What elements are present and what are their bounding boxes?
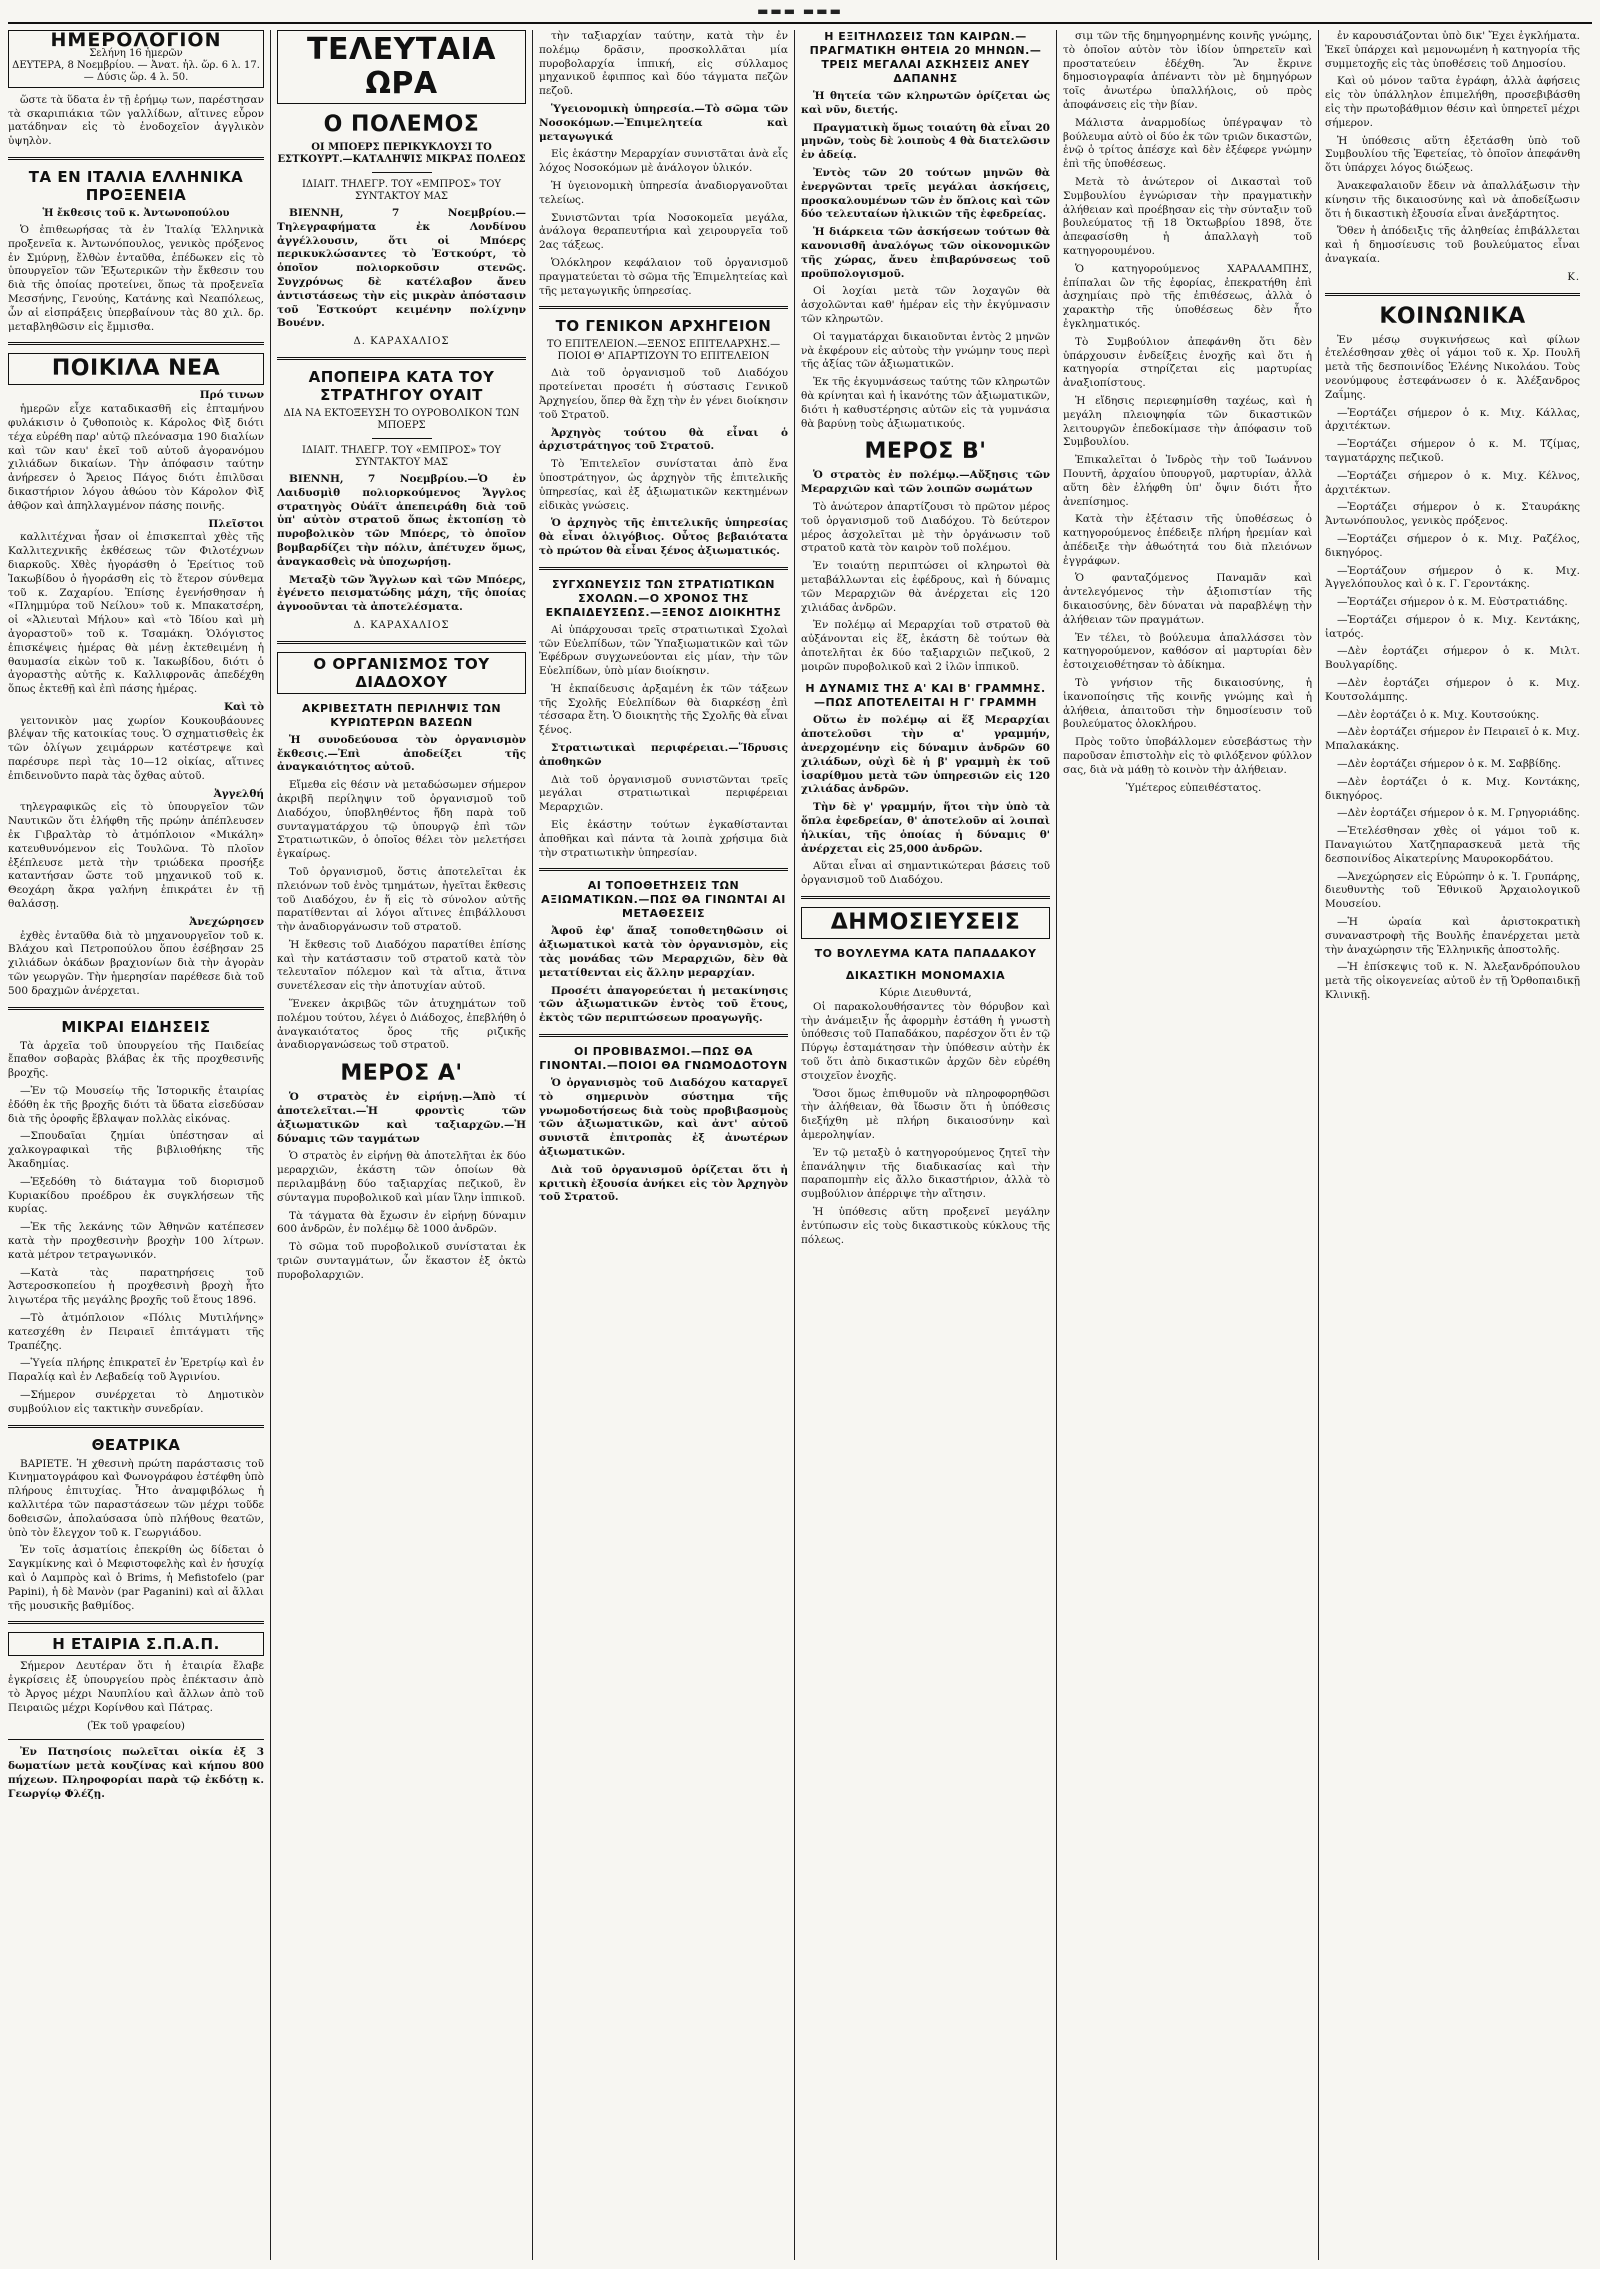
section-title-theatre: ΘΕΑΤΡΙΚΑ [91, 1435, 181, 1454]
article-text: Ἐκ τῆς ἐκγυμνάσεως ταύτης τῶν κληρωτῶν θὰ κρίνηται καὶ ἡ ἱκανότης τῶν ἀξιωματικῶν, διότι ἡ καθυστέρησις αὐτῶν εἰς τὰ γυμνάσια θὰ βαρύνῃ τοὺς ἀξιωματικούς. [801, 376, 1050, 430]
article-text: Ἡ θητεία τῶν κληρωτῶν ὁρίζεται ὡς καὶ νῦν, διετής. [801, 90, 1050, 116]
social-item: —Ἑορτάζει σήμερον ὁ κ. Μ. Εὐστρατιάδης. [1337, 596, 1568, 609]
article-text: Καὶ οὐ μόνον ταῦτα ἐγράφη, ἀλλὰ ἀφήσεις εἰς τὸν ὑπάλληλον ἐπιμελήθη, προσεβιβάσθη εἰς τὴν πρωτοβάθμιον θέσιν καὶ ὑπηρετεῖ μέχρι σήμερον. [1325, 75, 1580, 129]
calendar-line-1: Σελήνη 16 ἡμερῶν [89, 47, 183, 59]
main-headline: ΤΕΛΕΥΤΑΙΑ ΩΡΑ [277, 30, 526, 104]
article-subhead: Ὑγειονομικὴ ὑπηρεσία.—Τὸ σῶμα τῶν Νοσοκόμων.—Ἐπιμελητεία καὶ μεταγωγικά [539, 102, 788, 143]
article-text: Διὰ τοῦ ὀργανισμοῦ ὁρίζεται ὅτι ἡ κριτικὴ ἐξουσία ἀνήκει εἰς τὸν Ἀρχηγὸν τοῦ Στρατοῦ. [539, 1163, 788, 1204]
article-text: Ὁ στρατὸς ἐν εἰρήνῃ θὰ ἀποτελῆται ἐκ δύο μεραρχιῶν, ἑκάστη τῶν ὁποίων θὰ περιλαμβάνῃ δύο ταξιαρχίας πεζικοῦ, ἓν σύνταγμα πυροβολικοῦ καὶ μίαν ἴλην ἱππικοῦ. [277, 1150, 526, 1204]
social-item: —Δὲν ἑορτάζει σήμερον ὁ κ. Μιχ. Κουτσολάμπης. [1325, 677, 1580, 703]
article-text: Τὰ ἀρχεῖα τοῦ ὑπουργείου τῆς Παιδείας ἔπαθον σοβαρὰς βλάβας ἐκ τῆς προχθεσινῆς βροχῆς. [8, 1039, 264, 1080]
divider [372, 172, 432, 173]
headquarters-subheadline: ΤΟ ΕΠΙΤΕΛΕΙΟΝ.—ΞΕΝΟΣ ΕΠΙΤΕΛΑΡΧΗΣ.—ΠΟΙΟΙ Θ' ΑΠΑΡΤΙΖΟΥΝ ΤΟ ΕΠΙΤΕΛΕΙΟΝ [546, 339, 781, 363]
postings-headline: ΑΙ ΤΟΠΟΘΕΤΗΣΕΙΣ ΤΩΝ ΑΞΙΩΜΑΤΙΚΩΝ.—ΠΩΣ ΘΑ ΓΙΝΩΝΤΑΙ ΑΙ ΜΕΤΑΘΕΣΕΙΣ [541, 879, 786, 921]
social-headline: ΚΟΙΝΩΝΙΚΑ [1379, 303, 1526, 329]
article-text: —Σπουδαῖαι ζημίαι ὑπέστησαν αἱ χαλκογραφικαὶ τῆς βιβλιοθήκης τῆς Ἀκαδημίας. [8, 1130, 264, 1170]
publications-headline: ΔΗΜΟΣΙΕΥΣΕΙΣ [801, 907, 1050, 939]
article-text: Τὴν δὲ γ' γραμμήν, ἥτοι τὴν ὑπὸ τὰ ὅπλα ἐφεδρείαν, θ' ἀποτελοῦν αἱ λοιπαὶ ἡλικίαι, τῆς ὁποίας ἡ δύναμις θ' ἀνέρχεται εἰς 25,000 ἀνδρῶν. [801, 801, 1050, 855]
article-text: τηλεγραφικῶς εἰς τὸ ὑπουργεῖον τῶν Ναυτικῶν ὅτι ἐλήφθη τῆς πρώην ἀπέπλευσεν ἐκ Γιβραλτὰρ τὸ ἀτμόπλοιον «Μικάλη» κατευθυνόμενον εἰς Τουλῶνα. Τὸ πλοῖον ἐξέπλευσε μετὰ τὴν τριώδεκα προσήξε καταντήσαν ὥστε τοῦ μηχανικοῦ τοῦ κ. Θεοχάρη ἄκρα γαλήνη ἐπικράτει ἐν τῇ θαλάσσῃ. [8, 801, 264, 911]
war-headline: Ο ΠΟΛΕΜΟΣ [323, 112, 480, 137]
part-a-title: ΜΕΡΟΣ Α' [340, 1061, 463, 1087]
article-text: Ἐν τοιαύτῃ περιπτώσει οἱ κληρωτοὶ θὰ μεταβάλλωνται εἰς ἐφέδρους, καὶ ἡ δύναμις τῶν Μεραρχιῶν θὰ ἀνέρχεται εἰς 120 χιλιάδας ἀνδρῶν. [801, 560, 1050, 614]
article-text: —Ἐν τῷ Μουσείῳ τῆς Ἱστορικῆς ἐταιρίας ἐδόθη ἐκ τῆς βροχῆς διότι τὰ ὕδατα εἰσεδύσαν διὰ τῆς ὀροφῆς ἔβλαψαν πολλὰς εἰκόνας. [8, 1085, 264, 1125]
article-text: Ὁ ἀρχηγὸς τῆς ἐπιτελικῆς ὑπηρεσίας θὰ εἶναι ὁλιγόβιος. Οὗτος βεβαιότατα τὸ πρώτον θὰ εἶναι ξένος ἀξιωματικός. [539, 517, 788, 557]
article-text: —Ὑγεία πλήρης ἐπικρατεῖ ἐν Ἐρετρίῳ καὶ ἐν Παραλίᾳ καὶ ἐν Λεβαδείᾳ τοῦ Ἀγρινίου. [8, 1357, 264, 1384]
article-text: Πραγματικὴ ὅμως τοιαύτη θὰ εἶναι 20 μηνῶν, τοὺς δὲ λοιποὺς 4 θὰ διατελῶσιν ἐν ἀδείᾳ. [801, 121, 1050, 162]
article-text: Τὸ Συμβούλιον ἀπεφάνθη ὅτι δὲν ὑπάρχουσιν ἐνδείξεις ἐνοχῆς καὶ ὅτι ἡ κατηγορία στηρίζεται εἰς μαρτυρίας ἀναξιοπίστους. [1063, 335, 1312, 390]
social-item: —Ἑορτάζουν σήμερον ὁ κ. Μιχ. Ἀγγελόπουλος καὶ ὁ κ. Γ. Γεροντάκης. [1325, 564, 1580, 591]
social-item: —Ἐτελέσθησαν χθὲς οἱ γάμοι τοῦ κ. Παναγιώτου Χατζηπαρασκευᾶ μετὰ τῆς δεσποινίδος Αἰκατερίνης Μαυροκορδάτου. [1325, 825, 1580, 865]
divider [8, 1425, 264, 1428]
social-item: —Δὲν ἑορτάζει ὁ κ. Μιχ. Κουτσούκης. [1337, 708, 1540, 721]
divider [539, 1034, 788, 1037]
news-lead-2: Πλεῖστοι [208, 517, 264, 530]
publications-subheadline-2: ΔΙΚΑΣΤΙΚΗ ΜΟΝΟΜΑΧΙΑ [845, 969, 1006, 983]
promotions-headline: ΟΙ ΠΡΟΒΙΒΑΣΜΟΙ.—ΠΩΣ ΘΑ ΓΙΝΟΝΤΑΙ.—ΠΟΙΟΙ ΘΑ ΓΝΩΜΟΔΟΤΟΥΝ [539, 1045, 788, 1073]
article-text: Μετὰ τὸ ἀνώτερον οἱ Δικασταὶ τοῦ Συμβουλίου ἐγνώρισαν τὴν πραγματικὴν ἀλήθειαν καὶ προέβησαν εἰς τὴν σύνταξιν τοῦ βουλεύματος τῇ 18 Ὀκτωβρίου 1898, ὅτε ἀπεφασίσθη ἡ ἀπαλλαγὴ τοῦ κατηγορουμένου. [1063, 175, 1312, 257]
article-text: Οἱ λοχίαι μετὰ τῶν λοχαγῶν θὰ ἀσχολῶνται καθ' ἡμέραν εἰς τὴν ἐκγύμνασιν τῶν κληρωτῶν. [801, 285, 1050, 325]
article-text: Εἴμεθα εἰς θέσιν νὰ μεταδώσωμεν σήμερον ἀκριβῆ περίληψιν τοῦ ὀργανισμοῦ τοῦ Διαδόχου, ὑποβληθέντος ἤδη παρὰ τοῦ συνταγματάρχου τῷ ὑπουργῷ ἐπὶ τῶν Στρατιωτικῶν, ὁ ὁποῖος θέλει τὸν μελετήσει ἐγκαίρως. [277, 779, 526, 861]
organization-subheadline: ΑΚΡΙΒΕΣΤΑΤΗ ΠΕΡΙΛΗΨΙΣ ΤΩΝ ΚΥΡΙΩΤΕΡΩΝ ΒΑΣΕΩΝ [301, 701, 502, 729]
social-item: —Ἀνεχώρησεν εἰς Εὐρώπην ὁ κ. Ἰ. Γρυπάρης, διευθυντὴς τοῦ Ἐθνικοῦ Ἀρχαιολογικοῦ Μουσείου. [1325, 870, 1580, 911]
divider [539, 306, 788, 309]
letter-greeting: Κύριε Διευθυντά, [879, 987, 972, 1000]
article-text: Οἱ παρακολουθήσαντες τὸν θόρυβον καὶ τὴν ἀνάμειξιν ἧς ἀφορμὴν ἐστάθη ἡ γνωστὴ ὑπόθεσις τοῦ Παπαδάκου, παρέσχον ὅτι ἐν τῷ Πύργῳ ἐσταμάτησαν τὴν ὑπόθεσιν αὐτὴν ἐκ τοῦ ὅτι ἀπὸ δικαστικῶν ἀρχῶν δὲν εὑρέθη στοιχεῖον ἐνοχῆς. [801, 1000, 1050, 1082]
article-text: Κατὰ τὴν ἐξέτασιν τῆς ὑποθέσεως ὁ κατηγορούμενος ἐπέδειξε πλήρη ἠρεμίαν καὶ ἀπέδειξε τὴν ἀθωότητά του διὰ πλειόνων ἐγγράφων. [1063, 513, 1312, 567]
signature: Δ. ΚΑΡΑΧΑΛΙΟΣ [353, 336, 450, 348]
article-text: Ἡ ὑπόθεσις αὕτη ἐξετάσθη ὑπὸ τοῦ Συμβουλίου τῆς Ἐφετείας, τὸ ὁποῖον ἀπεφάνθη ὅτι ὑπάρχει λόγος διώξεως. [1325, 134, 1580, 175]
section-title-company: Η ΕΤΑΙΡΙΑ Σ.Π.Α.Π. [8, 1632, 264, 1656]
article-text: Σήμερον Δευτέραν ὅτι ἡ ἑταιρία ἔλαβε ἐγκρίσεις ἐξ ὑπουργείου πρὸς ἐπέκτασιν ἀπὸ τὸ Ἀργος μέχρι Ναυπλίου καὶ ἄλλων ἀπὸ τοῦ Πειραιῶς μέχρι Κορίνθου καὶ Πάτρας. [8, 1660, 264, 1714]
column-3 [532, 30, 794, 2260]
article-text: Τὸ γνήσιον τῆς δικαιοσύνης, ἡ ἱκανοποίησις τῆς κοινῆς γνώμης καὶ ἡ ἀλήθεια, ἀπαιτοῦσι τὴν δημοσίευσιν τοῦ βουλεύματος ὁλοκλήρου. [1063, 677, 1312, 731]
organization-headline: Ο ΟΡΓΑΝΙΣΜΟΣ ΤΟΥ ΔΙΑΔΟΧΟΥ [277, 652, 526, 694]
news-lead-5: Ἀνεχώρησεν [189, 915, 264, 928]
article-text: Ὁ κατηγορούμενος ΧΑΡΑΛΑΜΠΗΣ, ἐπίπαλαι ὢν τῆς ἐφορίας, ἐπεκρατήθη ἐπὶ ἀσχημίαις πρὸ τῆς ἐπιθέσεως, ἀλλὰ ὁ χαρακτὴρ τῆς ὑποθέσεως δὲν ἦτο ἐγκληματικός. [1063, 262, 1312, 330]
article-text: ἐχθὲς ἐνταῦθα διὰ τὸ μηχανουργεῖον τοῦ κ. Βλάχου καὶ Πετροπούλου ὅπου ἐσέβησαν 25 χιλιάδων ὀκάδων βραχιονίων διὰ τὴν ἀγορὰν τῶν γεωργῶν. Τὴν ἡμερησίαν παρέθεσε διὰ τοῦ 500 δραχμῶν ἀνέρχεται. [8, 929, 264, 997]
article-text: Πρὸς τοῦτο ὑποβάλλομεν εὐσεβάστως τὴν παροῦσαν ἐπιστολὴν εἰς τὸ φιλόξενον φύλλον σας, διὰ νὰ μάθῃ τὸ κοινὸν τὴν ἀλήθειαν. [1063, 736, 1312, 776]
article-text: Συνιστῶνται τρία Νοσοκομεῖα μεγάλα, ἀνάλογα θεραπευτήρια καὶ χειρουργεῖα τοῦ 2ας τάξεως. [539, 211, 788, 252]
article-text: Ὅσοι ὅμως ἐπιθυμοῦν νὰ πληροφορηθῶσι τὴν ἀλήθειαν, θὰ ἴδωσιν ὅτι ἡ ὑπόθεσις διεξήχθη μὲ πλήρη δικαιοσύνην καὶ ἀμεροληψίαν. [801, 1087, 1050, 1142]
social-item: —Ἡ ὡραία καὶ ἀριστοκρατικὴ συναναστροφὴ τῆς Βουλῆς ἐπανέρχεται μετὰ τὴν ἀναχώρησιν τῆς Ἑλληνικῆς ἀποστολῆς. [1325, 916, 1580, 956]
part-b-lead: Ὁ στρατὸς ἐν πολέμῳ.—Αὔξησις τῶν Μεραρχιῶν καὶ τῶν λοιπῶν σωμάτων [801, 469, 1050, 496]
article-text: —Τὸ ἀτμόπλοιον «Πόλις Μυτιλήνης» κατεσχέθη ἐν Πειραιεῖ ἐπιτάγματι τῆς Τραπέζης. [8, 1311, 264, 1352]
article-text: ΒΑΡΙΕΤΕ. Ἡ χθεσινὴ πρώτη παράστασις τοῦ Κινηματογράφου καὶ Φωνογράφου ἐστέφθη ὑπὸ πλήρους ἐπιτυχίας. Ἦτο ἀναμφιβόλως ἡ καλλιτέρα τῶν παραστάσεων τῶν μέχρι τοῦδε δοθεισῶν, ἀπολαύσασα ὑπὸ πλήθους θεατῶν, ὑπὸ τὸν ἔλεγχον τοῦ κ. Γεωργιάδου. [8, 1457, 264, 1539]
article-text: Ἀφοῦ ἐφ' ἅπαξ τοποθετηθῶσιν οἱ ἀξιωματικοὶ κατὰ τὸν ὀργανισμὸν, εἰς τὰς μονάδας τῶν Μεραρχιῶν, δὲν θὰ μετατίθενται εἰς ἄλλην μεραρχίαν. [539, 925, 788, 979]
article-text: Ἡ ἔκθεσις τοῦ Διαδόχου παρατίθει ἐπίσης καὶ τὴν κατάστασιν τοῦ στρατοῦ κατὰ τὸν τελευταῖον πόλεμον καὶ τὰ αἴτια, ἅτινα συνετέλεσαν εἰς τὴν ἀποτυχίαν αὐτοῦ. [277, 938, 526, 993]
social-item: —Ἑορτάζει σήμερον ὁ κ. Μιχ. Κεντάκης, ἰατρός. [1325, 613, 1580, 640]
signature: Δ. ΚΑΡΑΧΑΛΙΟΣ [353, 619, 450, 631]
article-text: —Σήμερον συνέρχεται τὸ Δημοτικὸν συμβούλιον εἰς τακτικὴν συνεδρίαν. [8, 1388, 264, 1415]
article-text: Οὕτω ἐν πολέμῳ αἱ ἕξ Μεραρχίαι ἀποτελοῦσι τὴν α' γραμμήν, ἀνερχομένην εἰς δύναμιν ἀνδρῶν 60 χιλιάδων, οὐχὶ δὲ ἡ β' γραμμὴ ἐκ τοῦ ἰσαρίθμου μετὰ τῶν ὑπηρεσιῶν εἰς 120 χιλιάδας ἀνδρῶν. [801, 714, 1050, 796]
column-4 [794, 30, 1056, 2260]
service-headline: Η ΕΞΙΤΗΛΩΣΕΙΣ ΤΩΝ ΚΑΙΡΩΝ.—ΠΡΑΓΜΑΤΙΚΗ ΘΗΤΕΙΑ 20 ΜΗΝΩΝ.—ΤΡΕΙΣ ΜΕΓΑΛΑΙ ΑΣΚΗΣΕΙΣ ΑΝΕΥ ΔΑΠΑΝΗΣ [809, 30, 1042, 85]
article-text: Ἐν τοῖς ἀσματίοις ἐπεκρίθη ὡς δίδεται ὁ Σαγκμίκνης καὶ ὁ Μεφιστοφελὴς καὶ ἐν ἡσυχίᾳ καὶ ὁ Λαμπρὸς καὶ ὁ Brims, ἡ Mefistofelo (par Papini), ἡ δὲ Μανὸν (par Paganini) καὶ αἱ ἄλλαι τῆς μουσικῆς βαθμίδος. [8, 1544, 264, 1612]
article-text: ΒΙΕΝΝΗ, 7 Νοεμβρίου.—Ὁ ἐν Λαιδυσμὶθ πολιορκούμενος Ἄγγλος στρατηγὸς Οὐάϊτ ἀπεπειράθη διὰ τοῦ ὑπ' αὐτὸν στρατοῦ ὅπως ἐκτοπίσῃ τὸ πυροβολικὸν τῶν Μπόερς, τὸ ὁποῖον βομβαρδίζει τὴν πόλιν, ἀπέτυχεν ὅμως, ἀναγκασθεὶς νὰ ὑποχωρήσῃ. [277, 472, 526, 568]
schools-headline: ΣΥΓΧΩΝΕΥΣΙΣ ΤΩΝ ΣΤΡΑΤΙΩΤΙΚΩΝ ΣΧΟΛΩΝ.—Ο ΧΡΟΝΟΣ ΤΗΣ ΕΚΠΑΙΔΕΥΣΕΩΣ.—ΞΕΝΟΣ ΔΙΟΙΚΗΤΗΣ [545, 577, 782, 619]
social-item: —Δὲν ἑορτάζει σήμερον ἐν Πειραιεῖ ὁ κ. Μιχ. Μπαλακάκης. [1325, 726, 1580, 753]
divider [8, 1007, 264, 1010]
article-text: Ὁ ἐπιθεωρήσας τὰ ἐν Ἰταλίᾳ Ἑλληνικὰ προξενεῖα κ. Ἀντωνόπουλος, γενικὸς πρόξενος ἐν Σμύρνῃ, ἔλθὼν ἐνταῦθα, ἐπέδωκεν εἰς τὸ ὑπουργεῖον τῶν Ἐξωτερικῶν τὴν ἔκθεσιν του διὰ τῆς ὁποίας προτείνει, ὅπως τὰ προξενεῖα Μεσσήνης, Γενούης, Κατάνης καὶ Νεαπόλεως, ὧν αἱ εἰσπράξεις ὑπερβαίνουν τὰς 80 χιλ. δρ. μεταβληθῶσιν εἰς ἔμμισθα. [8, 223, 264, 333]
article-text: Τοῦ ὀργανισμοῦ, ὅστις ἀποτελεῖται ἐκ πλειόνων τοῦ ἑνὸς τμημάτων, ἡγεῖται ἔκθεσις τοῦ Διαδόχου, ἐν ἥ εἰς τὸ σύνολον αὐτῆς παρατίθενται αἱ λόγοι αἵτινες ἐπιβάλλουσι τὴν ἀναδιοργάνωσιν τοῦ στρατοῦ. [277, 865, 526, 934]
social-item: —Ἑορτάζει σήμερον ὁ κ. Σταυράκης Ἀντωνόπουλος, γενικὸς πρόξενος. [1325, 501, 1580, 528]
article-text: Οἱ ταγματάρχαι δικαιοῦνται ἐντὸς 2 μηνῶν νὰ ἐκφέρουν εἰς αὐτοὺς τὴν γνώμην τους περὶ τῆς ἀξίας τῶν ἀξιωματικῶν. [801, 330, 1050, 371]
divider [539, 868, 788, 871]
news-lead-4: Ἀγγελθή [213, 787, 264, 800]
divider [277, 641, 526, 644]
divider [8, 1739, 264, 1740]
section-title-brief-news: ΜΙΚΡΑΙ ΕΙΔΗΣΕΙΣ [61, 1017, 211, 1036]
attempt-headline: ΑΠΟΠΕΙΡΑ ΚΑΤΑ ΤΟΥ ΣΤΡΑΤΗΓΟΥ ΟΥΑΙΤ [308, 367, 495, 404]
article-text: —Κατὰ τὰς παρατηρήσεις τοῦ Ἀστεροσκοπείου ἡ προχθεσινὴ βροχὴ ἦτο λιγωτέρα τῆς μεγάλης βροχῆς τοῦ ἔτους 1896. [8, 1266, 264, 1307]
article-text: Τὸ σῶμα τοῦ πυροβολικοῦ συνίσταται ἐκ τριῶν συνταγμάτων, ὧν ἕκαστον ἐξ ὀκτὼ πυροβολαρχιῶν. [277, 1241, 526, 1281]
column-6 [1318, 30, 1580, 2260]
telegram-line: ΙΔΙΑΙΤ. ΤΗΛΕΓΡ. ΤΟΥ «ΕΜΠΡΟΣ» ΤΟΥ ΣΥΝΤΑΚΤΟΥ ΜΑΣ [301, 179, 502, 202]
article-text: Εἰς ἑκάστην Μεραρχίαν συνιστᾶται ἀνὰ εἷς λόχος Νοσοκόμων μὲ ἀνάλογον ὑλικόν. [539, 148, 788, 175]
article-text: ἡμερῶν εἶχε καταδικασθῆ εἰς ἑπταμήνου φυλάκισιν ὁ ζυθοποιὸς κ. Κάρολος Φὶξ διότι τέχα εὑρέθη παρ' αὐτῷ πλεόνασμα 190 διαλίων καὶ τῶν καυ' ἐκεῖ τοῦ αὐτοῦ ἀγορανόμου χιλιάδων δικαίων. Τὴν ἀπόφασιν ταύτην ἀνήρεσεν ὁ Ἄρειος Πάγος διότι ἐπιλῦσαι δικαστήριον λόγου ἀθώου τὸν Κάρολον Φὶξ ἀθῷον καὶ ἀπηλλαγμένον πάσης ποινῆς. [8, 403, 264, 512]
signature: Κ. [1567, 271, 1580, 283]
part-b-title: ΜΕΡΟΣ Β' [864, 439, 987, 465]
article-text: Τὸ Ἐπιτελεῖον συνίσταται ἀπὸ ἕνα ὑποστράτηγον, ὡς ἀρχηγὸν τῆς ἐπιτελικῆς ὑπηρεσίας, καὶ ἐξ ἀξιωματικῶν κεκτημένων εἰδικὰς γνώσεις. [539, 458, 788, 512]
social-item: —Ἡ ἐπίσκεψις τοῦ κ. Ν. Ἀλεξανδρόπουλου μετὰ τῆς οἰκογενείας αὐτοῦ ἐν τῇ Ὀρθοπαιδικῇ Κλινικῇ. [1325, 961, 1580, 1002]
social-item: —Ἑορτάζει σήμερον ὁ κ. Μ. Τζίμας, ταγματάρχης πεζικοῦ. [1325, 438, 1580, 464]
social-item: —Δὲν ἑορτάζει σήμερον ὁ κ. Μιλτ. Βουλγαρίδης. [1325, 645, 1580, 672]
social-item: —Ἑορτάζει σήμερον ὁ κ. Μιχ. Κάλλας, ἀρχιτέκτων. [1325, 406, 1580, 433]
divider [8, 342, 264, 345]
article-text: ΒΙΕΝΝΗ, 7 Νοεμβρίου.—Τηλεγραφήματα ἐκ Λονδίνου ἀγγέλλουσιν, ὅτι οἱ Μπόερς περικυκλώσαντες τὸ Ἐστκούρτ, τὸ ὁποῖον πολιορκοῦσιν στενῶς. Συγχρόνως δὲ κατέλαβον ἄνευ ἀντιστάσεως τὴν εἰς μικρὰν ἀπόστασιν τοῦ Ἐστκούρτ κειμένην πολίχνην Βουένν. [277, 207, 526, 330]
section-title-consulates: ΤΑ ΕΝ ΙΤΑΛΙΑ ΕΛΛΗΝΙΚΑ ΠΡΟΞΕΝΕΙΑ [28, 167, 244, 204]
news-lead-1: Πρό τινων [199, 389, 264, 402]
divider [1325, 293, 1580, 296]
article-text: Ἡ διάρκεια τῶν ἀσκήσεων τούτων θὰ κανονισθῆ ἀναλόγως τῶν οἰκονομικῶν τῆς χώρας, ἄνευ ἐπιβαρύνσεως τοῦ προϋπολογισμοῦ. [801, 226, 1050, 280]
social-item: —Δὲν ἑορτάζει σήμερον ὁ κ. Μ. Γρηγοριάδης. [1337, 807, 1580, 820]
news-lead-3: Καὶ τὸ [223, 700, 264, 713]
article-text: —Ἐκ τῆς λεκάνης τῶν Ἀθηνῶν κατέπεσεν κατὰ τὴν προχθεσινὴν βροχὴν 100 λίτρων. κατὰ μέτρον τετραγωνικόν. [8, 1221, 264, 1261]
divider [801, 896, 1050, 899]
article-text: Ὁ ὀργανισμὸς τοῦ Διαδόχου καταργεῖ τὸ σημερινὸν σύστημα τῆς γνωμοδοτήσεως διὰ τοὺς προβιβασμοὺς τῶν ἀξιωματικῶν, καὶ ἀντ' αὐτοῦ συνιστᾶ ἐπιτροπὰς ἐξ ἀνωτέρων ἀξιωματικῶν. [539, 1077, 788, 1159]
part-a-lead: Ὁ στρατὸς ἐν εἰρήνῃ.—Ἀπὸ τί ἀποτελεῖται.—Ἡ φροντὶς τῶν ἀξιωματικῶν καὶ ταξιαρχῶν.—Ἡ δύναμις τῶν ταγμάτων [277, 1091, 526, 1145]
article-text: Ἀρχηγὸς τούτου θὰ εἶναι ὁ ἀρχιστράτηγος τοῦ Στρατοῦ. [539, 426, 788, 453]
column-5 [1056, 30, 1318, 2260]
publications-subheadline-1: ΤΟ ΒΟΥΛΕΥΜΑ ΚΑΤΑ ΠΑΠΑΔΑΚΟΥ [814, 947, 1037, 961]
headquarters-headline: ΤΟ ΓΕΝΙΚΟΝ ΑΡΧΗΓΕΙΟΝ [555, 317, 772, 336]
article-text: Εἰς ἑκάστην τούτων ἐγκαθίστανται ἀποθῆκαι καὶ πάντα τὰ λοιπὰ χρήσιμα διὰ τὴν στρατιωτικὴν ὑπηρεσίαν. [539, 819, 788, 859]
article-text: Μεταξὺ τῶν Ἄγγλων καὶ τῶν Μπόερς, ἐγένετο πεισματώδης μάχη, τῆς ὁποίας ἀγνοοῦνται τὰ ἀποτελέσματα. [277, 573, 526, 614]
article-text: Ὁ φανταζόμενος Παναμᾶν καὶ ἀντελεγόμενος τὴν ἀξιοπιστίαν τῆς δικαιοσύνης, δὲν δύναται νὰ παραβλέψῃ τὴν ἀλήθειαν τῶν πραγμάτων. [1063, 572, 1312, 626]
article-text: Αὕται εἶναι αἱ σημαντικώτεραι βάσεις τοῦ ὀργανισμοῦ τοῦ Διαδόχου. [801, 860, 1050, 887]
section-subtitle-consulates: Ἡ ἔκθεσις τοῦ κ. Ἀντωνοπούλου [42, 207, 230, 219]
divider [8, 1621, 264, 1624]
article-text: Ἡ ὑγειονομικὴ ὑπηρεσία ἀναδιοργανοῦται τελείως. [539, 179, 788, 206]
article-text: Ἕνεκεν ἀκριβῶς τῶν ἀτυχημάτων τοῦ πολέμου τούτου, λέγει ὁ Διάδοχος, ἐπεβλήθη ὁ ἀναγκαιότατος ὅρος τῆς ριζικῆς ἀναδιοργανώσεως τοῦ στρατοῦ. [277, 998, 526, 1052]
calendar-box [8, 30, 264, 88]
article-text: ἐν καρουσιάζονται ὑπὸ δικ' Ἔχει ἐγκλήματα. Ἐκεῖ ὑπάρχει καὶ μεμονωμένη ἡ κατηγορία τῆς συμμετοχῆς εἰς τὰς ὑποθέσεις τοῦ Δημοσίου. [1325, 30, 1580, 70]
article-text: Ἡ εἴδησις περιεφημίσθη ταχέως, καὶ ἡ μεγάλη πλειοψηφία τῶν δικαστικῶν λειτουργῶν ἐπεδοκίμασε τὴν ἀπόφασιν τοῦ Συμβουλίου. [1063, 394, 1312, 449]
article-text: Διὰ τοῦ ὀργανισμοῦ τοῦ Διαδόχου προτείνεται προσέτι ἡ σύστασις Γενικοῦ Ἀρχηγείου, ὅπερ θὰ ἔχῃ τὴν ἐν γένει διοίκησιν τοῦ Στρατοῦ. [539, 367, 788, 421]
article-text: Ἐν τῷ μεταξὺ ὁ κατηγορούμενος ζητεῖ τὴν ἐπανάληψιν τῆς διαδικασίας καὶ τὴν παραπομπὴν εἰς ἄλλο δικαστήριον, ἀλλὰ τὸ συμβούλιον ἀπέρριψε τὴν αἴτησιν. [801, 1146, 1050, 1201]
calendar-title: ΗΜΕΡΟΛΟΓΙΟΝ [50, 30, 222, 51]
article-text: Τὰ τάγματα θὰ ἔχωσιν ἐν εἰρήνῃ δύναμιν 600 ἀνδρῶν, ἐν πολέμῳ δὲ 1000 ἀνδρῶν. [277, 1209, 526, 1236]
letter-closing: Ὑμέτερος εὐπειθέστατος. [1125, 781, 1262, 794]
divider [8, 157, 264, 160]
article-text: γειτονικὸν μας χωρίον Κουκουβάουνες βλέψαν τῆς κατοικίας τους. Ὁ σχηματισθεὶς ἐκ τῶν ὀλίγων χειμάρρων κατέστρεψε καὶ παρέσυρε περὶ τὰς 10—12 οἰκίας, αἵτινες ἐπιδεινοῦντο παρὰ τὰς ὄχθας αὐτοῦ. [8, 714, 264, 782]
top-rule [8, 22, 1592, 24]
lines-headline: Η ΔΥΝΑΜΙΣ ΤΗΣ Α' ΚΑΙ Β' ΓΡΑΜΜΗΣ.—ΠΩΣ ΑΠΟΤΕΛΕΙΤΑΙ Η Γ' ΓΡΑΜΜΗ [805, 682, 1046, 710]
intro-text: ὥστε τὰ ὕδατα ἐν τῇ ἐρήμῳ των, παρέστησαν τὰ σκαριπιάκια τῶν γαλλίδων, αἵτινες εὗρον ματάδηναν εἰς τὸ ἐνοδοχεῖον ἀγγλικὸν ὑψηλὸν. [8, 93, 264, 148]
column-1 [8, 30, 270, 2260]
article-text: Ἐπικαλεῖται ὁ Ἰνδρὸς τὴν τοῦ Ἰωάννου Πουντῆ, ἀρχαίου ὑπουργοῦ, μαρτυρίαν, ἀλλὰ αὕτη δὲν ἐλήφθη ὑπ' ὄψιν διότι ἦτο ἀνεπίσημος. [1063, 454, 1312, 508]
social-item: —Ἑορτάζει σήμερον ὁ κ. Μιχ. Ραζέλος, δικηγόρος. [1325, 532, 1580, 559]
article-text: καλλιτέχναι ἦσαν οἱ ἐπισκεπταὶ χθὲς τῆς Καλλιτεχνικῆς ἐκθέσεως τῶν Φιλοτέχνων διαρκοῦς. Χθὲς ἠγοράσθη ὁ Ἐρείτιος τοῦ Ἰακωβίδου ὁ ἠγοράσθη εἰς τὸ ἕτερον σύνθεμα τοῦ κ. Ζαχαρίου. Ἐπίσης ἐγενήσθησαν ἡ «Πλημμύρα τοῦ Νείλου» τοῦ κ. Μπακατσέρη, οἱ «Ἁλιευταὶ Μήλου» καὶ «τὸ Ἰδίου καὶ μὴ ἀγοραστοῦ» τοῦ κ. Τσαμάκη. Ὁλόγιστος ἐπισκέψεις ἡμέρας θὰ μένῃ ἐκτεθειμένη ἡ θαυμασία εἰκὼν τοῦ κ. Ἰακωβίδου, διότι ὁ ἀγοραστὴς αὐτῆς κ. Καλλιφρονᾶς ἀπεδέχθη ὅπως ἐκτεθῇ καὶ ἐπὶ πάσης ἡμέρας. [8, 531, 264, 696]
article-text: Ἡ ἐκπαίδευσις ἀρξαμένη ἐκ τῶν τάξεων τῆς Σχολῆς Εὐελπίδων θὰ διαρκέσῃ ἐπὶ τέσσαρα ἔτη. Ὁ διοικητὴς τῆς Σχολῆς θὰ εἶναι ξένος. [539, 682, 788, 737]
divider [372, 438, 432, 439]
article-lead: Ἡ συνοδεύουσα τὸν ὀργανισμὸν ἔκθεσις.—Ἐπὶ ἀποδείξει τῆς ἀναγκαιότητος αὐτοῦ. [277, 733, 526, 774]
article-text: τὴν ταξιαρχίαν ταύτην, κατὰ τὴν ἐν πολέμῳ δρᾶσιν, προσκολλᾶται μία πυροβολαρχία ἱππική, εἰς σύλλαμος μηχανικοῦ ἐφιππος καὶ δύο τάγματα πεζῶν πεζοῦ. [539, 30, 788, 98]
article-text: σιμ τῶν τῆς δημηγορημένης κοινῆς γνώμης, τὸ ὁποῖον αὐτὸν τὸν ἰδίον ὑπηρετεῖν καὶ προστατεύειν ἐδέχθη. Ἂν ἔκρινε δημοσιογραφία ἀπέναντι τὸν μὲ δημηγόρων τοῖς ἀνωτέρω ὑπαλλήλοις, οὐ πρὸς ἀποφάνσεις εἰς τὴν βίαν. [1063, 30, 1312, 111]
social-item: —Δὲν ἑορτάζει ὁ κ. Μιχ. Κοντάκης, δικηγόρος. [1325, 775, 1580, 802]
article-subhead: Στρατιωτικαὶ περιφέρειαι.—Ἵδρυσις ἀποθηκῶν [539, 742, 788, 768]
war-subheadline: ΟΙ ΜΠΟΕΡΣ ΠΕΡΙΚΥΚΛΟΥΣΙ ΤΟ ΕΣΤΚΟΥΡΤ.—ΚΑΤΑΛΗΨΙΣ ΜΙΚΡΑΣ ΠΟΛΕΩΣ [277, 142, 526, 165]
telegram-line: ΙΔΙΑΙΤ. ΤΗΛΕΓΡ. ΤΟΥ «ΕΜΠΡΟΣ» ΤΟΥ ΣΥΝΤΑΚΤΟΥ ΜΑΣ [301, 444, 502, 468]
article-text: Διὰ τοῦ ὀργανισμοῦ συνιστῶνται τρεῖς μεγάλαι στρατιωτικαὶ περιφέρειαι Μεραρχιῶν. [539, 773, 788, 814]
source-note: (Ἐκ τοῦ γραφείου) [86, 1719, 186, 1732]
social-item: Ἐν μέσῳ συγκινήσεως καὶ φίλων ἐτελέσθησαν χθὲς οἱ γάμοι τοῦ κ. Χρ. Πουλῆ μετὰ τῆς δεσποινίδος Ἑλένης Νικολάου. Τοὺς νεονύμφους ἐστεφάνωσεν ὁ κ. Ἀλέξανδρος Ζαΐμης. [1325, 333, 1580, 401]
column-2 [270, 30, 532, 2260]
article-text: Προσέτι ἀπαγορεύεται ἡ μετακίνησις τῶν ἀξιωματικῶν ἐντὸς τοῦ ἔτους, ἐκτὸς τῶν περιπτώσεων προαγωγῆς. [539, 984, 788, 1025]
columns [8, 30, 1592, 2260]
classified-ad: Ἐν Πατησίοις πωλεῖται οἰκία ἐξ 3 δωματίων μετὰ κουζίνας καὶ κήπου 800 πήχεων. Πληροφορίαι παρὰ τῷ ἐκδότῃ κ. Γεωργίῳ Φλέζῃ. [8, 1746, 264, 1800]
social-item: —Δὲν ἑορτάζει σήμερον ὁ κ. Μ. Σαββίδης. [1337, 758, 1561, 771]
article-text: Ἀνακεφαλαιοῦν ἔδειν νὰ ἀπαλλάξωσιν τὴν κίνησιν τῆς δικαιοσύνης καὶ νὰ ἀποδείξωσιν ὅτι ἡ δικαστικὴ ἐξουσία εἶναι ἀνεξάρτητος. [1325, 179, 1580, 220]
article-text: Ἐντὸς τῶν 20 τούτων μηνῶν θὰ ἐνεργῶνται τρεῖς μεγάλαι ἀσκήσεις, προσκαλουμένων τῶν ἐν ὅπλοις καὶ τῶν δύο τελευταίων ἡλικιῶν τῆς ἐφεδρείας. [801, 166, 1050, 221]
calendar-line-2: ΔΕΥΤΕΡΑ, 8 Νοεμβρίου. — Ἀνατ. ἡλ. ὥρ. 6 λ. 17.— Δύσις ὥρ. 4 λ. 50. [12, 59, 260, 83]
article-text: Ὅθεν ἡ ἀπόδειξις τῆς ἀληθείας ἐπιβάλλεται καὶ ἡ δημοσίευσις τοῦ βουλεύματος εἶναι ἀναγκαία. [1325, 225, 1580, 265]
article-text: Ἡ ὑπόθεσις αὕτη προξενεῖ μεγάλην ἐντύπωσιν εἰς τοὺς δικαστικοὺς κύκλους τῆς πόλεως. [801, 1206, 1050, 1246]
article-text: Μάλιστα ἀναρμοδίως ὑπέγραψαν τὸ βούλευμα αὐτὸ οἱ δύο ἐκ τῶν τριῶν δικαστῶν, ἐνῷ ὁ τρίτος ἀπέσχε καὶ δὲν ἐξέφερε γνώμην ἐπὶ τῆς ὑποθέσεως. [1063, 116, 1312, 171]
article-text: —Ἐξεδόθη τὸ διάταγμα τοῦ διορισμοῦ Κυριακίδου προέδρου ἐκ συγκλήσεων τῆς κυρίας. [8, 1175, 264, 1216]
article-text: Ὁλόκληρον κεφάλαιον τοῦ ὀργανισμοῦ πραγματεύεται τὸ σῶμα τῆς Ἐπιμελητείας καὶ τῆς μεταγωγικῆς ὑπηρεσίας. [539, 256, 788, 297]
article-text: Τὸ ἀνώτερον ἀπαρτίζουσι τὸ πρῶτον μέρος τοῦ ὀργανισμοῦ τοῦ Διαδόχου. Τὸ δεύτερον μέρος ἀσχολεῖται μὲ τὴν ὀργάνωσιν τοῦ στρατοῦ κατὰ τὸν καιρὸν τοῦ πολέμου. [801, 500, 1050, 555]
social-item: —Ἑορτάζει σήμερον ὁ κ. Μιχ. Κέλνος, ἀρχιτέκτων. [1325, 469, 1580, 496]
page-ornament: ▬▬▬ ▬▬▬ [757, 4, 843, 18]
divider [277, 357, 526, 360]
section-title-news: ΠΟΙΚΙΛΑ ΝΕΑ [8, 353, 264, 385]
article-text: Αἱ ὑπάρχουσαι τρεῖς στρατιωτικαὶ Σχολαὶ τῶν Εὐελπίδων, τῶν Ὑπαξιωματικῶν καὶ τῶν Ἐφέδρων συγχωνεύονται εἰς μίαν, τὴν τῶν Εὐελπίδων, ὑπὸ μίαν διοίκησιν. [539, 623, 788, 678]
article-text: Ἐν τέλει, τὸ βούλευμα ἀπαλλάσσει τὸν κατηγορούμενον, καθόσον αἱ μαρτυρίαι δὲν ἐστοιχειοθέτησαν τὸ ἀδίκημα. [1063, 631, 1312, 672]
divider [539, 567, 788, 570]
article-text: Ἐν πολέμῳ αἱ Μεραρχίαι τοῦ στρατοῦ θὰ αὐξάνονται εἰς ἕξ, ἑκάστη δὲ τούτων θὰ ἀποτελῆται ἐκ δύο ταξιαρχιῶν πεζικοῦ, 2 μοιρῶν πυροβολικοῦ καὶ 2 ἰλῶν ἱππικοῦ. [801, 619, 1050, 673]
attempt-subheadline: ΔΙΑ ΝΑ ΕΚΤΟΞΕΥΣΗ ΤΟ ΟΥΡΟΒΟΛΙΚΟΝ ΤΩΝ ΜΠΟΕΡΣ [283, 407, 520, 431]
